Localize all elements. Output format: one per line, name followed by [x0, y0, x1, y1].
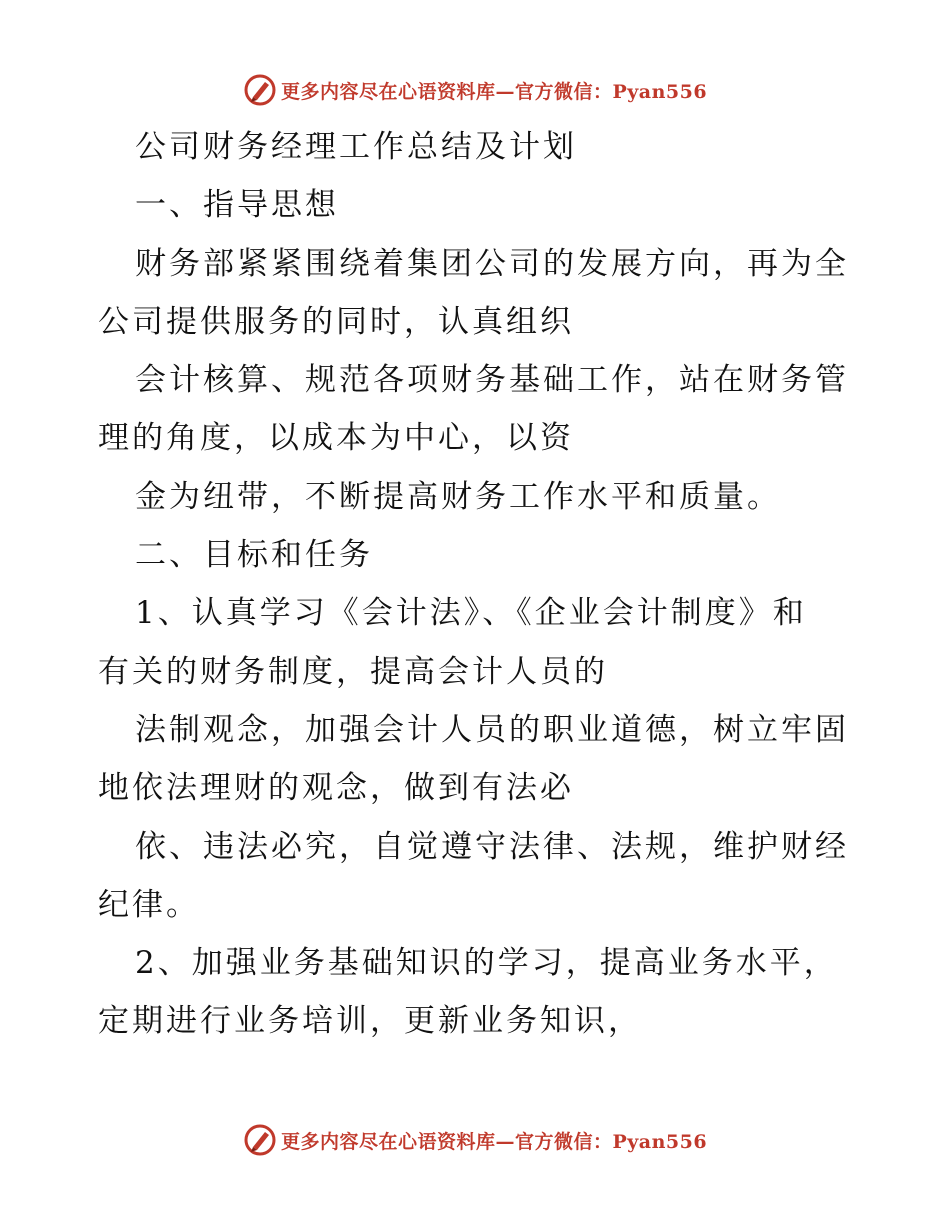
paragraph-line: 理的角度，以成本为中心，以资 — [98, 420, 574, 457]
document-body — [98, 118, 858, 1051]
paragraph-line: 1、认真学习《会计法》、《企业会计制度》和 — [135, 595, 807, 632]
doc-title: 公司财务经理工作总结及计划 — [135, 129, 577, 165]
section-heading: 一、指导思想 — [135, 187, 339, 224]
paragraph-line: 地依法理财的观念，做到有法必 — [98, 770, 574, 807]
pen-logo-icon — [243, 1123, 277, 1157]
paragraph-line: 会计核算、规范各项财务基础工作，站在财务管 — [135, 362, 849, 399]
pen-logo-icon — [243, 73, 277, 107]
paragraph-line: 定期进行业务培训，更新业务知识， — [98, 1003, 642, 1040]
header-watermark — [0, 70, 950, 110]
footer-watermark — [0, 1120, 950, 1160]
paragraph-line: 财务部紧紧围绕着集团公司的发展方向，再为全 — [135, 245, 849, 282]
section-heading: 二、目标和任务 — [135, 537, 373, 574]
paragraph-line: 公司提供服务的同时，认真组织 — [98, 303, 574, 340]
watermark-text: 更多内容尽在心语资料库—官方微信：Pyan556 — [280, 1130, 708, 1153]
paragraph-line: 2、加强业务基础知识的学习，提高业务水平， — [135, 945, 838, 982]
paragraph-line: 有关的财务制度，提高会计人员的 — [98, 653, 608, 690]
paragraph-line: 金为纽带，不断提高财务工作水平和质量。 — [135, 478, 781, 515]
paragraph-line: 纪律。 — [98, 886, 200, 923]
paragraph-line: 法制观念，加强会计人员的职业道德，树立牢固 — [135, 711, 849, 748]
watermark-text: 更多内容尽在心语资料库—官方微信：Pyan556 — [280, 80, 708, 103]
paragraph-line: 依、违法必究，自觉遵守法律、法规，维护财经 — [135, 828, 849, 865]
